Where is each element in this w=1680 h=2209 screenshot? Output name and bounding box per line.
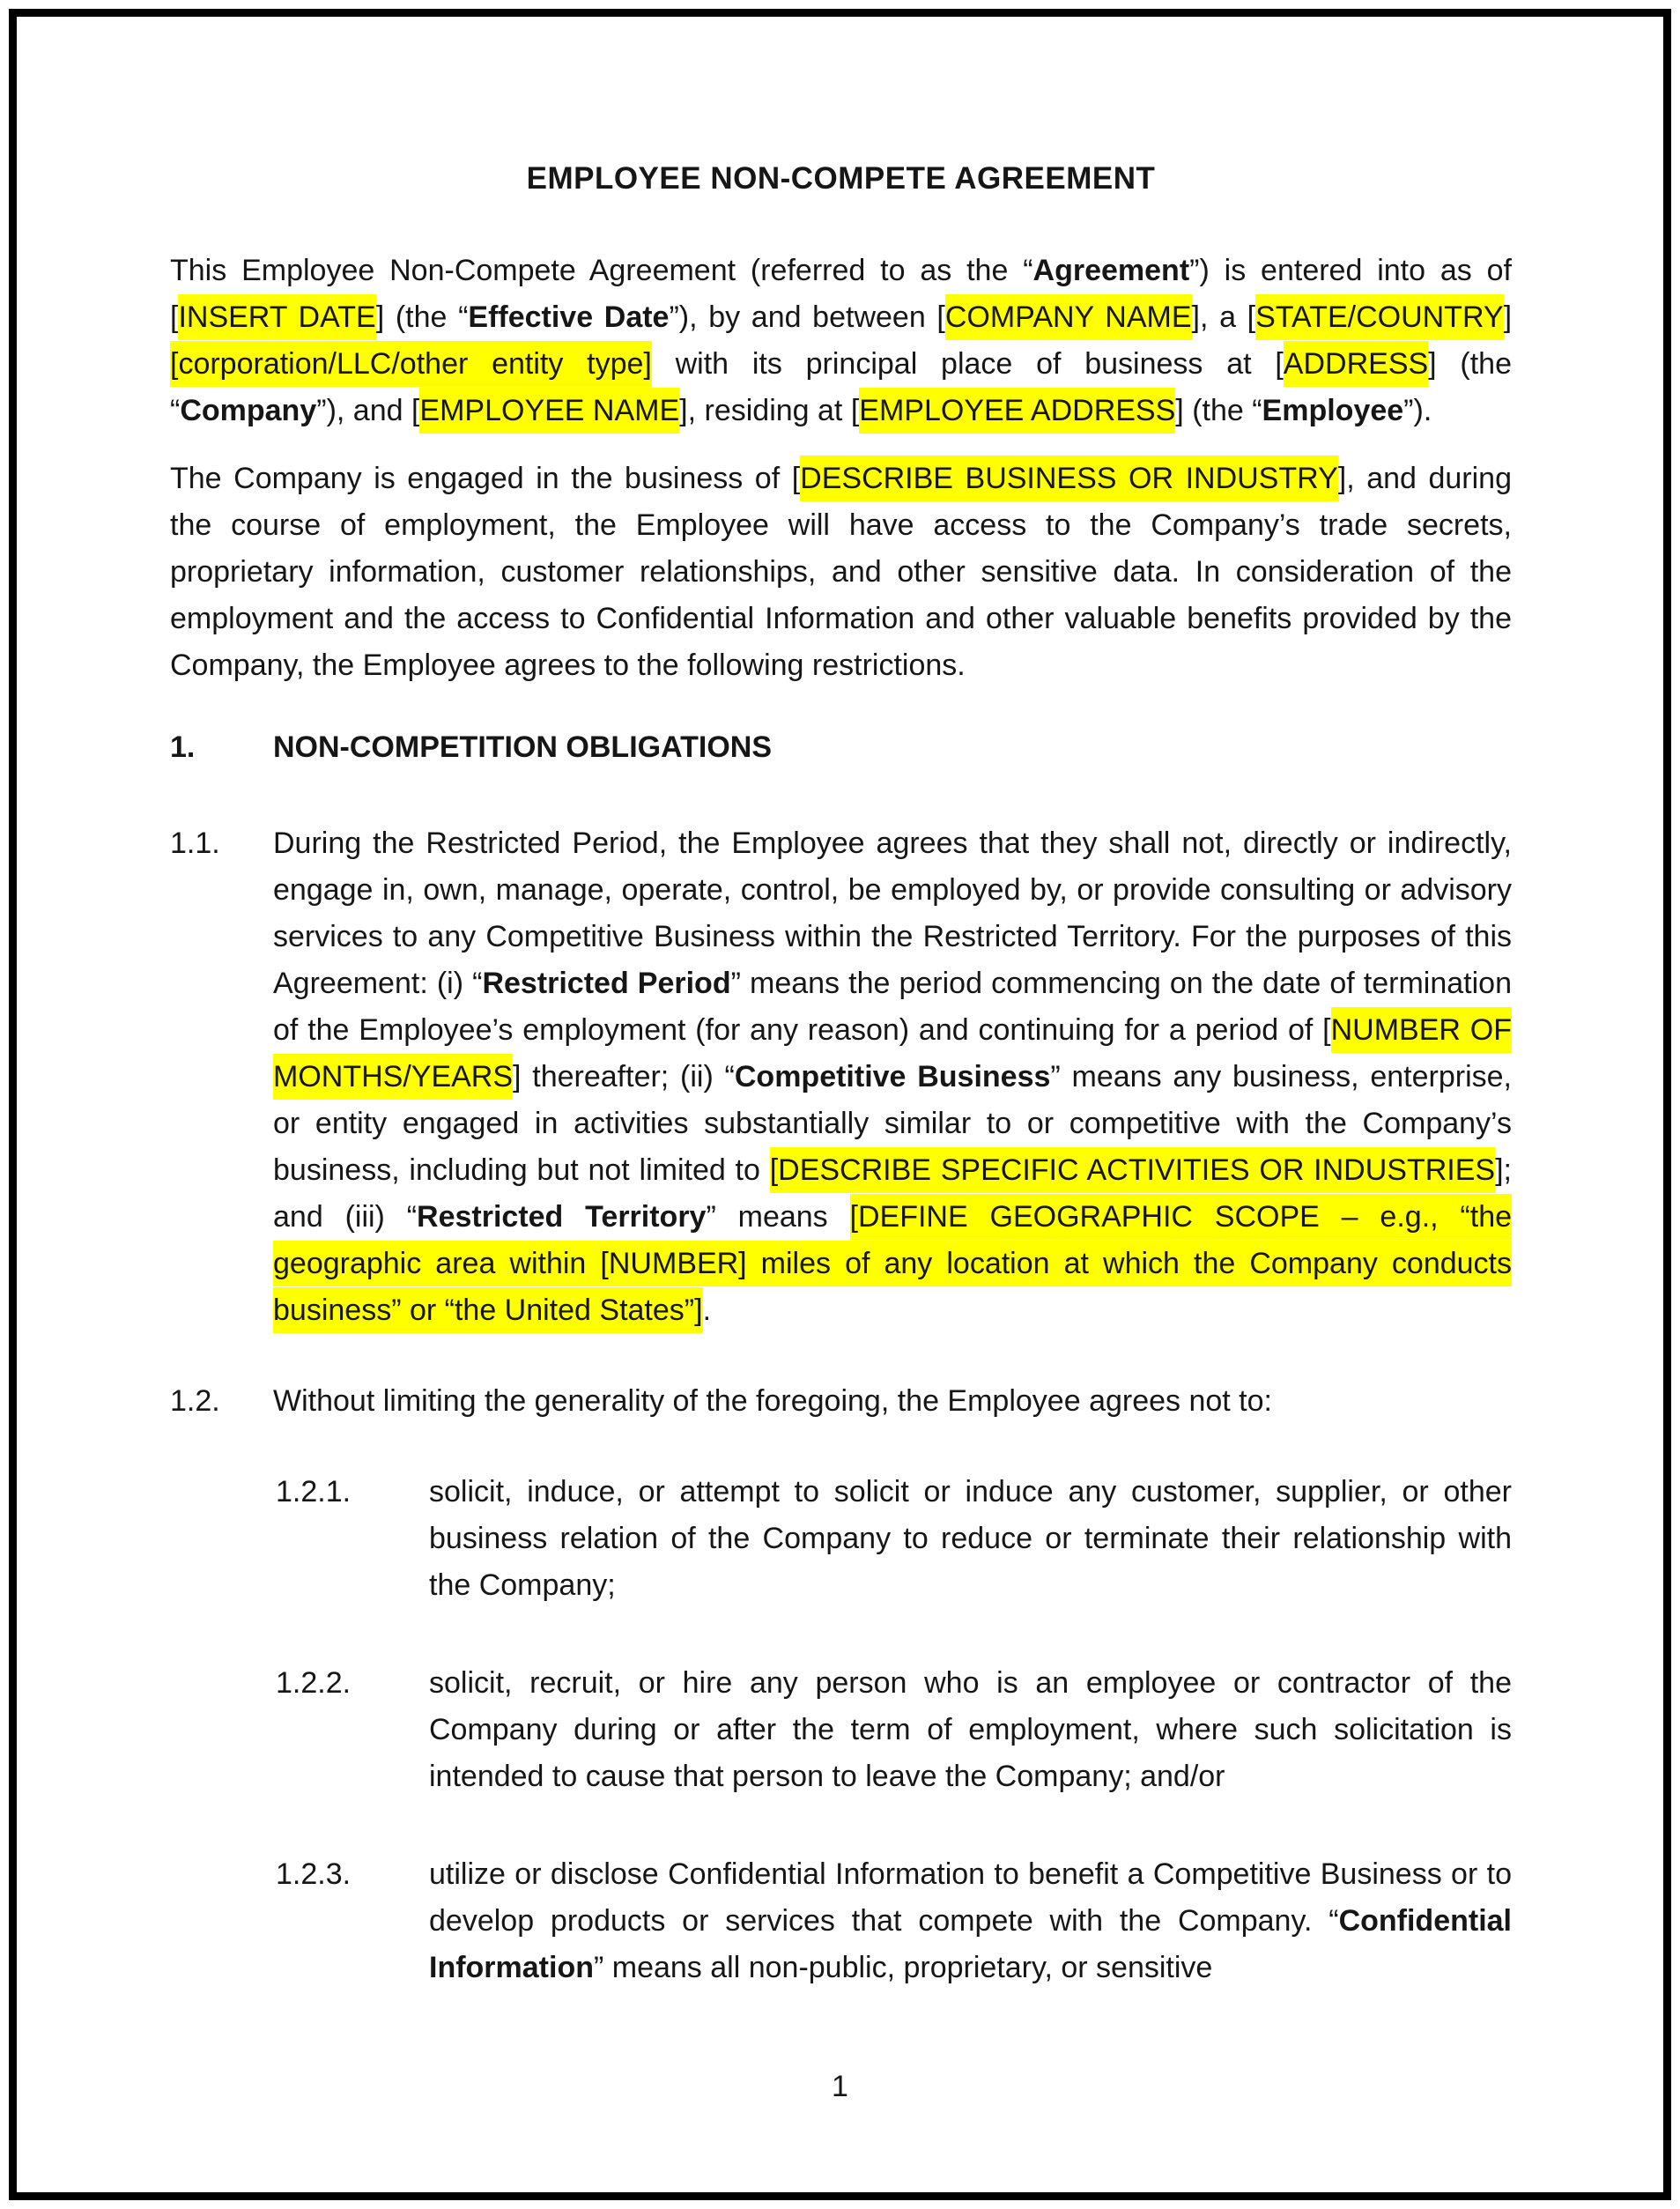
heading-1 (170, 724, 1512, 771)
document-blocks (170, 248, 1512, 1991)
text-segment: ], a [ (1191, 300, 1256, 334)
text-segment: solicit, recruit, or hire any person who is an employee or contractor of the Company during or after the term of employment, where such solicitation is intended to cause that person to leave the Company; and/or (429, 1666, 1512, 1793)
text-segment: During the Restricted Period, the Employee agrees that they shall not, directly or indirectly, engage in, own, manage, operate, control, be employed by, or provide consulting or advisory services to any Competitive Business within the Restricted Territory. For the purposes of this Agreement: (i) “ (273, 827, 1512, 1000)
clause-number: 1.2. (170, 1384, 220, 1418)
placeholder-highlight: DESCRIBE BUSINESS OR INDUSTRY (800, 456, 1338, 501)
text-segment: Company (180, 394, 317, 427)
text-segment: Restricted Period (482, 967, 731, 1000)
clause-text (429, 1469, 1512, 1609)
text-segment: solicit, induce, or attempt to solicit or induce any customer, supplier, or other business relation of the Company to reduce or terminate their relationship with the Company; (429, 1475, 1512, 1602)
clause-1.2.3 (276, 1851, 1512, 1991)
clause-1.2 (170, 1378, 1512, 1425)
text-segment: ”), and [ (316, 394, 420, 427)
clause-number: 1.2.3. (276, 1857, 352, 1891)
text-segment: ”) is entered into as of [ (170, 254, 1513, 334)
text-segment: ] (1503, 300, 1513, 334)
text-segment: utilize or disclose Confidential Information to benefit a Competitive Business or to develop products or services that compete with the Company. “ (429, 1857, 1512, 1938)
text-segment: . (702, 1294, 712, 1327)
text-segment: ] thereafter; (ii) “ (513, 1060, 735, 1093)
paragraph (170, 456, 1512, 689)
placeholder-highlight: INSERT DATE (178, 294, 375, 340)
placeholder-highlight: [corporation/LLC/other entity type] (170, 341, 652, 387)
clause-1.2.2 (276, 1660, 1512, 1800)
text-segment: Employee (1262, 394, 1404, 427)
text-segment: with its principal place of business at [ (651, 347, 1284, 381)
clause-number: 1.2.1. (276, 1475, 352, 1508)
placeholder-highlight: STATE/COUNTRY (1255, 294, 1503, 340)
text-segment: Competitive Business (734, 1060, 1051, 1093)
text-segment: The Company is engaged in the business of [ (170, 462, 801, 495)
placeholder-highlight: ADDRESS (1284, 341, 1428, 387)
clause-number: 1. (170, 730, 196, 764)
text-segment: This Employee Non-Compete Agreement (referred to as the “ (170, 254, 1033, 287)
text-segment: Effective Date (468, 300, 670, 334)
text-segment: ], residing at [ (679, 394, 860, 427)
text-segment: Restricted Territory (417, 1200, 707, 1234)
placeholder-highlight: NUMBER OF MONTHS/YEARS (273, 1007, 1512, 1100)
clause-text (273, 724, 1512, 771)
text-segment: Without limiting the generality of the foregoing, the Employee agrees not to: (273, 1384, 1272, 1418)
text-segment: ”). (1403, 394, 1432, 427)
text-segment: ], and during the course of employment, the Employee will have access to the Company’s trade secrets, proprietary information, customer relationships, and other sensitive data. In consideration of the employment and the access to Confidential Information and other valuable benefits provided by the Company, the Employee agrees to the following restrictions. (170, 462, 1512, 682)
clause-text (273, 1378, 1512, 1425)
text-segment: ” means (706, 1200, 850, 1234)
text-segment: NON-COMPETITION OBLIGATIONS (273, 730, 773, 764)
text-segment: ”), by and between [ (669, 300, 945, 334)
clause-text (273, 820, 1512, 1334)
clause-text (170, 248, 1512, 434)
text-segment: ” means the period commencing on the date of termination of the Employee’s employment (for any reason) and continuing for a period of [ (273, 967, 1512, 1047)
clause-text (429, 1851, 1512, 1991)
clause-number: 1.2.2. (276, 1666, 352, 1700)
placeholder-highlight: [DESCRIBE SPECIFIC ACTIVITIES OR INDUSTRIES (770, 1147, 1495, 1193)
placeholder-highlight: [DEFINE GEOGRAPHIC SCOPE – e.g., “the geographic area within [NUMBER] miles of any location at which the Company conducts business” or “the United States”] (273, 1194, 1512, 1333)
placeholder-highlight: EMPLOYEE NAME (419, 388, 679, 434)
text-segment: Confidential Information (429, 1904, 1512, 1984)
clause-1.2.1 (276, 1469, 1512, 1609)
placeholder-highlight: COMPANY NAME (945, 294, 1192, 340)
text-segment: ] (the “ (1175, 394, 1262, 427)
text-segment: ]; and (iii) “ (273, 1153, 1512, 1234)
text-segment: Agreement (1032, 254, 1190, 287)
text-segment: ] (the “ (375, 300, 469, 334)
text-segment: ” means all non-public, proprietary, or sensitive (593, 1951, 1213, 1984)
placeholder-highlight: EMPLOYEE ADDRESS (859, 388, 1175, 434)
page-number: 1 (832, 2070, 848, 2103)
document-content (170, 155, 1512, 2042)
clause-text (429, 1660, 1512, 1800)
clause-text (170, 456, 1512, 689)
clause-number: 1.1. (170, 827, 220, 860)
clause-1.1 (170, 820, 1512, 1334)
paragraph (170, 248, 1512, 434)
text-segment: ] (the “ (170, 347, 1512, 427)
text-segment: ” means any business, enterprise, or entity engaged in activities substantially similar to or competitive with the Company’s business, including but not limited to (273, 1060, 1512, 1187)
document-title: EMPLOYEE NON-COMPETE AGREEMENT (526, 161, 1156, 196)
